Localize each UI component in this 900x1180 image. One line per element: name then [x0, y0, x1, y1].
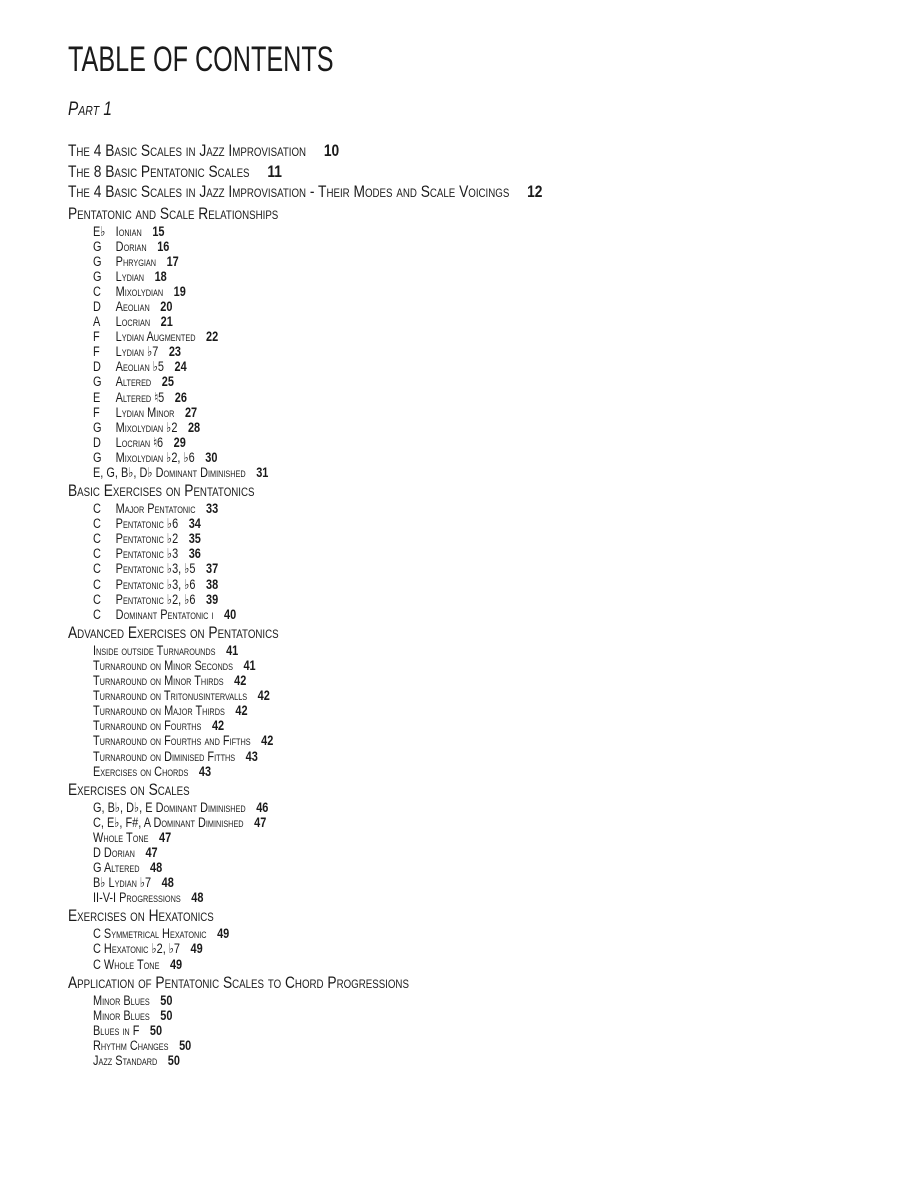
toc-item-label: Aeolian ♭5 — [115, 359, 165, 375]
toc-page-number: 30 — [205, 449, 218, 465]
toc-page-number: 21 — [160, 314, 173, 330]
toc-item — [93, 420, 747, 435]
toc-item-label: Pentatonic ♭3, ♭5 — [115, 561, 196, 577]
toc-page-number: 22 — [206, 329, 219, 345]
toc-item-label: G Altered — [93, 860, 140, 876]
toc-page-number: 27 — [184, 404, 198, 420]
toc-item-label: Mixolydian ♭2 — [115, 419, 178, 435]
toc-item — [93, 957, 747, 972]
toc-item-key: C — [93, 516, 101, 532]
toc-item-label: Turnaround on Major Thirds — [93, 703, 225, 719]
toc-item-label: II-V-I Progressions — [93, 890, 181, 906]
toc-item — [93, 643, 747, 658]
toc-page-number: 43 — [245, 748, 258, 764]
toc-item-key: C — [93, 606, 101, 622]
toc-page-number: 43 — [198, 763, 212, 779]
page-title: TABLE OF CONTENTS — [68, 40, 334, 79]
toc-item — [93, 733, 747, 748]
toc-item-label: Phrygian — [115, 253, 157, 269]
toc-page-number: 15 — [152, 223, 165, 239]
toc-item-key: G — [93, 449, 102, 465]
toc-page-number: 36 — [188, 546, 201, 562]
toc-item — [93, 405, 747, 420]
toc-item-label: Dominant Pentatonic i — [115, 606, 214, 622]
toc-item — [93, 1053, 747, 1068]
toc-page-number: 50 — [160, 1007, 173, 1023]
toc-page-number: 42 — [211, 718, 225, 734]
toc-item-key: G — [93, 238, 102, 254]
toc-item — [93, 284, 747, 299]
toc-item-label: Turnaround on Tritonusintervalls — [93, 688, 248, 704]
toc-entry — [68, 162, 742, 183]
toc-item — [93, 926, 747, 941]
toc-item — [93, 703, 747, 718]
toc-entry-label: The 4 Basic Scales in Jazz Improvisation - Their Modes and Scale Voicings — [68, 182, 510, 201]
toc-item — [93, 254, 747, 269]
toc-item-key: C — [93, 591, 101, 607]
toc-item-label: Pentatonic ♭3 — [115, 546, 179, 562]
toc-item-label: D Dorian — [93, 844, 135, 860]
toc-page-number: 38 — [206, 576, 219, 592]
toc-item — [93, 607, 747, 622]
toc-page-number: 16 — [157, 238, 170, 254]
toc-page-number: 42 — [257, 688, 270, 704]
toc-page-number: 20 — [160, 298, 173, 314]
toc-item-key: E — [93, 389, 101, 405]
toc-item-label: Lydian Augmented — [115, 329, 196, 345]
toc-page-number: 41 — [226, 642, 239, 658]
toc-item-label: Mixolydian ♭2, ♭6 — [115, 449, 195, 465]
toc-page-number: 48 — [191, 890, 204, 906]
toc-item — [93, 359, 747, 374]
toc-item — [93, 465, 747, 480]
toc-item — [93, 658, 747, 673]
toc-item — [93, 1023, 747, 1038]
toc-page-number: 23 — [168, 344, 182, 360]
toc-item — [93, 561, 747, 576]
toc-item-label: Locrian — [115, 314, 151, 330]
toc-item-key: G — [93, 253, 102, 269]
toc-item-label: Pentatonic ♭2, ♭6 — [115, 591, 196, 607]
toc-item-key: G — [93, 374, 102, 390]
toc-page-number: 33 — [206, 501, 219, 517]
toc-item — [93, 718, 747, 733]
toc-item — [93, 815, 747, 830]
toc-item-label: Minor Blues — [93, 992, 150, 1008]
toc-entry — [68, 141, 742, 162]
toc-page-number: 46 — [256, 799, 269, 815]
toc-page-number: 49 — [217, 926, 230, 942]
toc-item — [93, 860, 747, 875]
toc-item-label: C Symmetrical Hexatonic — [93, 926, 207, 942]
toc-page-number: 12 — [527, 182, 543, 201]
toc-item-label: Minor Blues — [93, 1007, 150, 1023]
toc-item — [93, 577, 747, 592]
toc-list — [68, 141, 900, 1068]
toc-item-label: Lydian — [115, 268, 145, 284]
toc-item-label: Locrian ♮6 — [115, 434, 164, 450]
toc-page-number: 39 — [206, 591, 219, 607]
toc-page-number: 47 — [145, 844, 158, 860]
toc-page-number: 50 — [160, 992, 173, 1008]
toc-page-number: 29 — [173, 434, 186, 450]
toc-page-number: 31 — [256, 465, 269, 480]
toc-item — [93, 501, 747, 516]
toc-item — [93, 993, 747, 1008]
toc-item — [93, 749, 747, 764]
toc-section-heading: Exercises on Scales — [68, 779, 190, 799]
toc-page-number: 49 — [190, 941, 203, 957]
toc-page-number: 48 — [161, 875, 174, 891]
toc-item-label: Lydian Minor — [115, 404, 175, 420]
toc-item-label: C Hexatonic ♭2, ♭7 — [93, 941, 181, 957]
toc-item-label: Turnaround on Minor Seconds — [93, 657, 233, 673]
toc-item — [93, 224, 747, 239]
toc-page-number: 37 — [206, 561, 219, 577]
toc-item — [93, 239, 747, 254]
toc-item-label: Turnaround on Minor Thirds — [93, 673, 224, 689]
toc-item-label: Lydian ♭7 — [115, 344, 159, 360]
toc-item-key: C — [93, 561, 101, 577]
toc-item — [93, 764, 747, 779]
toc-item-key: C — [93, 576, 101, 592]
toc-item-key: F — [93, 344, 100, 360]
toc-item-key: C — [93, 546, 101, 562]
toc-item — [93, 941, 747, 956]
toc-item — [93, 688, 747, 703]
toc-page-number: 40 — [224, 606, 237, 622]
toc-item — [93, 1038, 747, 1053]
toc-sections — [68, 203, 900, 1069]
toc-page-number: 42 — [235, 703, 248, 719]
toc-item — [93, 531, 747, 546]
toc-entry-label: The 4 Basic Scales in Jazz Improvisation — [68, 141, 307, 160]
toc-item-label: Rhythm Changes — [93, 1037, 169, 1053]
toc-section-heading: Exercises on Hexatonics — [68, 906, 214, 926]
toc-item-key: A — [93, 314, 101, 330]
toc-item — [93, 374, 747, 389]
toc-item-label: Pentatonic ♭3, ♭6 — [115, 576, 196, 592]
toc-item — [93, 450, 747, 465]
toc-item-key: G — [93, 268, 102, 284]
toc-item-label: Turnaround on Fourths and Fifths — [93, 733, 251, 749]
toc-item-label: Whole Tone — [93, 829, 149, 845]
toc-item-key: D — [93, 298, 101, 314]
toc-item-key: D — [93, 359, 101, 375]
toc-item — [93, 269, 747, 284]
toc-item-label: G, B♭, D♭, E Dominant Diminished — [93, 799, 246, 815]
toc-item-key: F — [93, 329, 100, 345]
toc-page-number: 17 — [166, 253, 179, 269]
toc-section-heading: Application of Pentatonic Scales to Chord Progressions — [68, 972, 409, 992]
toc-page-number: 42 — [261, 733, 274, 749]
toc-item — [93, 1008, 747, 1023]
toc-item — [93, 344, 747, 359]
toc-page-number: 50 — [149, 1022, 163, 1038]
toc-item-label: Turnaround on Diminised Fitths — [93, 748, 236, 764]
toc-item-label: Ionian — [115, 223, 142, 239]
toc-item-key: C — [93, 531, 101, 547]
toc-item — [93, 673, 747, 688]
toc-item — [93, 329, 747, 344]
toc-item-label: Turnaround on Fourths — [93, 718, 202, 734]
toc-item-key: E♭ — [93, 223, 106, 239]
toc-item-key: F — [93, 404, 100, 420]
toc-page-number: 41 — [243, 657, 256, 673]
toc-page-number: 47 — [159, 829, 172, 845]
toc-item-label: Altered — [115, 374, 152, 390]
toc-item-key: C — [93, 501, 101, 517]
toc-item — [93, 830, 747, 845]
toc-page-number: 50 — [179, 1037, 192, 1053]
toc-item-label: Pentatonic ♭6 — [115, 516, 179, 532]
toc-page-number: 42 — [234, 673, 247, 689]
toc-page-number: 47 — [254, 814, 267, 830]
toc-item-label: Pentatonic ♭2 — [115, 531, 179, 547]
toc-item — [93, 314, 747, 329]
toc-item — [93, 890, 747, 905]
toc-item — [93, 800, 747, 815]
toc-item-label: Inside outside Turnarounds — [93, 642, 216, 658]
toc-page-number: 19 — [173, 283, 186, 299]
toc-item-label: B♭ Lydian ♭7 — [93, 875, 152, 891]
toc-item — [93, 592, 747, 607]
toc-item-label: Blues in F — [93, 1022, 140, 1038]
toc-page-number: 28 — [187, 419, 201, 435]
toc-page-number: 26 — [174, 389, 187, 405]
toc-item — [93, 546, 747, 561]
toc-item-label: Aeolian — [115, 298, 150, 314]
toc-page-number: 35 — [188, 531, 201, 547]
toc-item — [93, 299, 747, 314]
toc-page-number: 11 — [267, 161, 282, 181]
toc-page-number: 10 — [323, 141, 340, 160]
toc-section-heading: Pentatonic and Scale Relationships — [68, 203, 279, 223]
toc-item-label: Dorian — [115, 238, 147, 254]
toc-page-number: 50 — [167, 1053, 180, 1068]
toc-item — [93, 390, 747, 405]
toc-item-label: E, G, B♭, D♭ Dominant Diminished — [93, 465, 246, 480]
toc-item-label: C Whole Tone — [93, 956, 160, 972]
toc-page-number: 49 — [169, 956, 183, 972]
toc-item-label: Altered ♮5 — [115, 389, 165, 405]
toc-item-label: Jazz Standard — [93, 1053, 158, 1068]
toc-page-number: 24 — [174, 359, 187, 375]
toc-section-heading: Advanced Exercises on Pentatonics — [68, 622, 279, 642]
toc-page-number: 18 — [154, 268, 167, 284]
toc-item-key: D — [93, 434, 101, 450]
toc-entry-label: The 8 Basic Pentatonic Scales — [68, 161, 250, 181]
toc-item-label: Exercises on Chords — [93, 763, 189, 779]
toc-item — [93, 845, 747, 860]
toc-item-label: Major Pentatonic — [115, 501, 196, 517]
toc-item-key: G — [93, 419, 102, 435]
toc-page-number: 34 — [188, 516, 201, 532]
toc-entry — [68, 182, 742, 203]
toc-item-label: C, E♭, F#, A Dominant Diminished — [93, 814, 244, 830]
part-label: Part 1 — [68, 99, 112, 120]
toc-item-key: C — [93, 283, 101, 299]
toc-item — [93, 875, 747, 890]
toc-item — [93, 516, 747, 531]
toc-page-number: 25 — [161, 374, 174, 390]
toc-item — [93, 435, 747, 450]
toc-page-number: 48 — [149, 860, 163, 876]
toc-item-label: Mixolydian — [115, 283, 164, 299]
toc-section-heading: Basic Exercises on Pentatonics — [68, 481, 255, 501]
toc-top-entries — [68, 141, 900, 203]
